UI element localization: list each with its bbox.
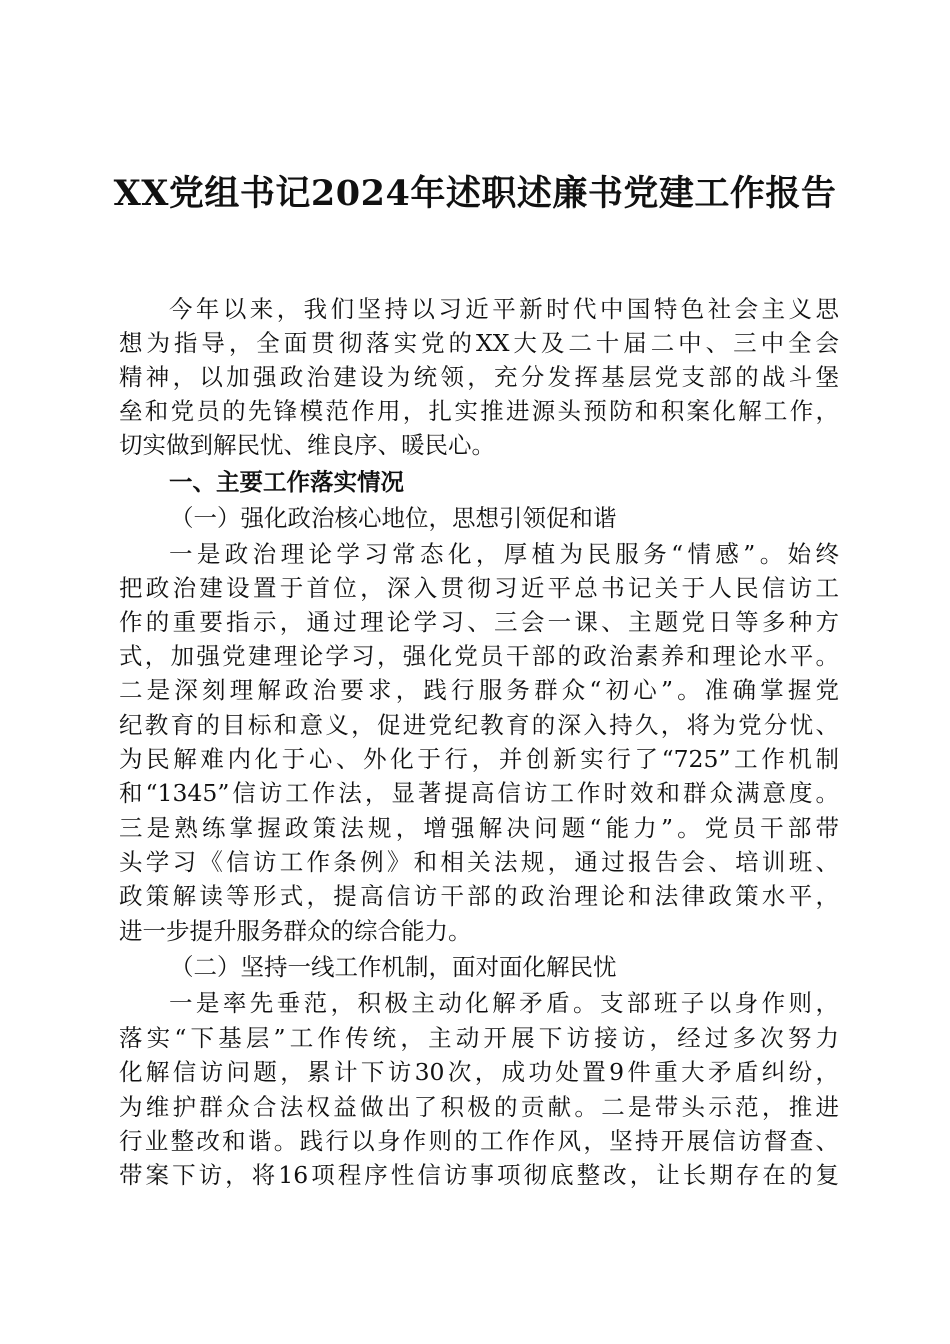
body-line: 式，加强党建理论学习，强化党员干部的政治素养和理论水平。 [119,642,839,670]
body-line: 为民解难内化于心、外化于行，并创新实行了“725”工作机制 [119,745,839,773]
document-title: XX党组书记2024年述职述廉书党建工作报告 [113,173,837,214]
body-line: 头学习《信访工作条例》和相关法规，通过报告会、培训班、 [119,848,839,876]
body-line: 带案下访，将16项程序性信访事项彻底整改，让长期存在的复 [119,1161,839,1189]
body-line: 和“1345”信访工作法，显著提高信访工作时效和群众满意度。 [119,779,839,807]
body-line: 落实“下基层”工作传统，主动开展下访接访，经过多次努力 [119,1024,839,1052]
subsection-heading: （一）强化政治核心地位，思想引领促和谐 [170,504,617,532]
body-line: 一是政治理论学习常态化，厚植为民服务“情感”。始终 [169,540,839,568]
body-line: 进一步提升服务群众的综合能力。 [119,917,472,945]
body-line: 一是率先垂范，积极主动化解矛盾。支部班子以身作则， [169,989,839,1017]
intro-line: 今年以来，我们坚持以习近平新时代中国特色社会主义思 [169,295,839,323]
body-line: 纪教育的目标和意义，促进党纪教育的深入持久，将为党分忧、 [119,711,839,739]
body-line: 为维护群众合法权益做出了积极的贡献。二是带头示范，推进 [119,1093,839,1121]
intro-line: 切实做到解民忧、维良序、暖民心。 [119,431,495,459]
body-line: 作的重要指示，通过理论学习、三会一课、主题党日等多种方 [119,608,839,636]
body-line: 行业整改和谐。践行以身作则的工作作风，坚持开展信访督查、 [119,1127,839,1155]
body-line: 政策解读等形式，提高信访干部的政治理论和法律政策水平， [119,882,839,910]
body-line: 三是熟练掌握政策法规，增强解决问题“能力”。党员干部带 [119,814,839,842]
section-heading: 一、主要工作落实情况 [169,468,404,496]
body-line: 二是深刻理解政治要求，践行服务群众“初心”。准确掌握党 [119,676,839,704]
intro-line: 想为指导，全面贯彻落实党的XX大及二十届二中、三中全会 [119,329,839,357]
body-line: 把政治建设置于首位，深入贯彻习近平总书记关于人民信访工 [119,574,839,602]
intro-line: 精神，以加强政治建设为统领，充分发挥基层党支部的战斗堡 [119,363,839,391]
subsection-heading: （二）坚持一线工作机制，面对面化解民忧 [170,953,617,981]
intro-line: 垒和党员的先锋模范作用，扎实推进源头预防和积案化解工作， [119,397,839,425]
body-line: 化解信访问题，累计下访30次，成功处置9件重大矛盾纠纷， [119,1058,839,1086]
